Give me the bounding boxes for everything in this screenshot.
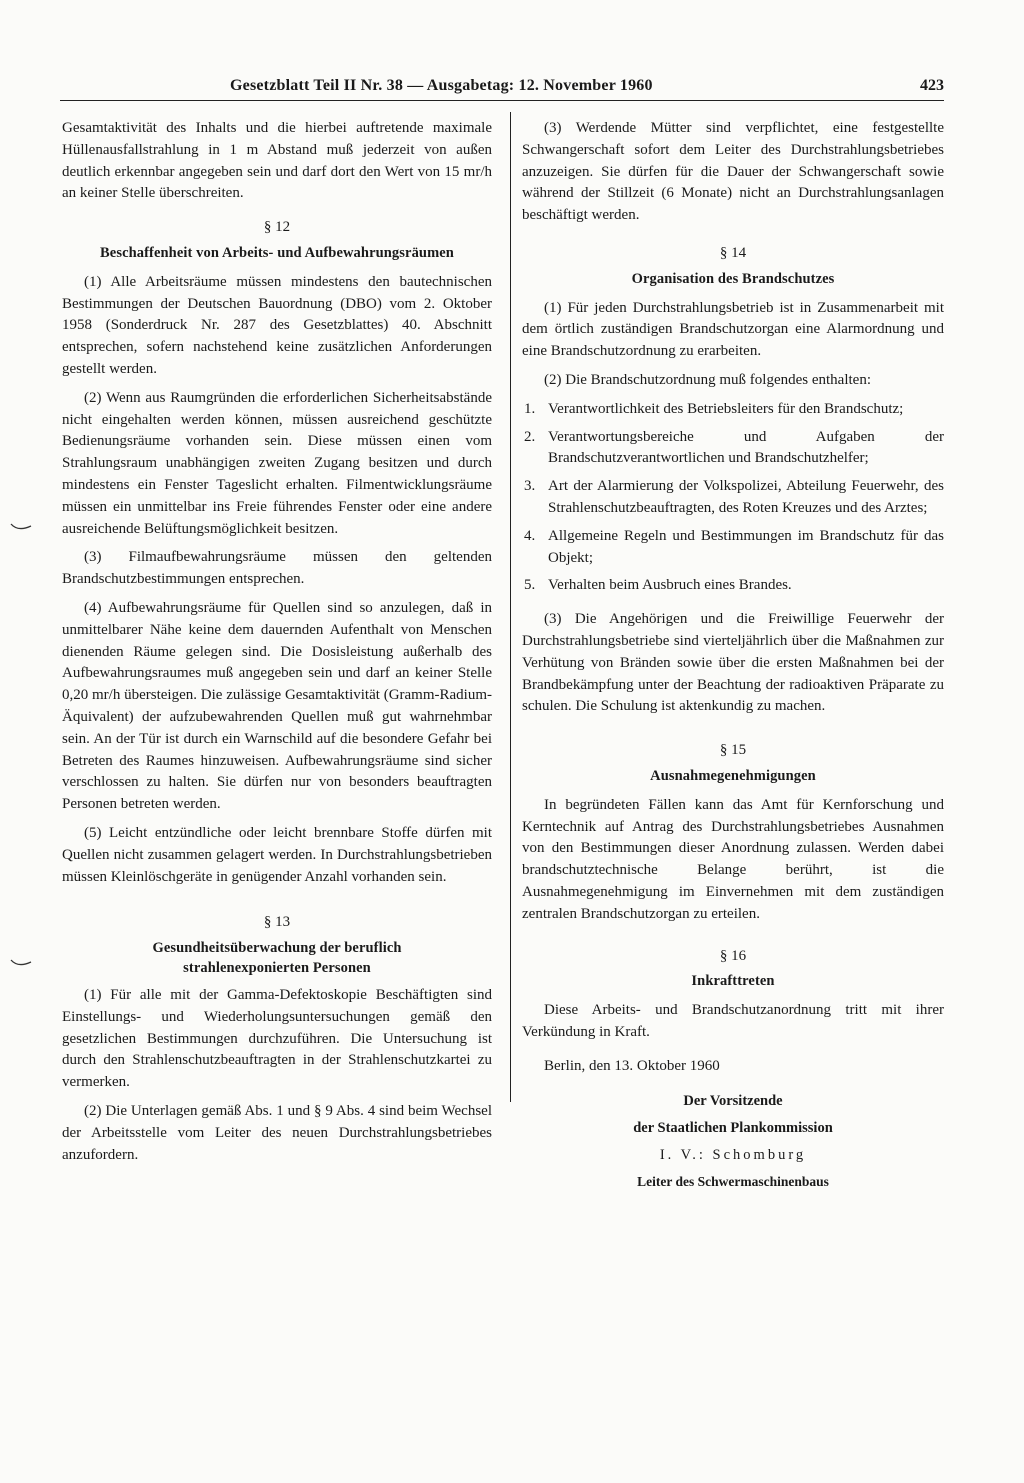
page-header [60,77,944,99]
right-column [522,118,944,1199]
column-divider [510,112,511,1102]
paragraph: (4) Aufbewahrungsräume für Quellen sind so anzulegen, daß in unmittelbarer Nähe keine dem dauernden Aufenthalt von Menschen dienenden Räume gelegen sind. Die Dosisleistung außerhalb des Aufbewahrungsraumes muß angegeben sein und darf an keiner Stelle 0,20 mr/h übersteigen. Die zulässige Gesamtaktivität (Gramm-Radium-Äquivalent) der aufzubewahrenden Quellen muß gut wahrnehmbar sein. An der Tür ist durch ein Warnschild auf die besondere Gefahr bei Betreten des Raumes hinzuweisen. Aufbewahrungsräume sind sicher verschlossen zu halten. Sie dürfen nur von besonders beauftragten Personen betreten werden. [62,599,492,813]
page-number: 423 [920,77,944,94]
paragraph: (1) Für alle mit der Gamma-Defektoskopie Beschäftigten sind Einstellungs- und Wiederholungsuntersuchungen gemäß den gesetzlichen Bestimmungen durchzuführen. Die Untersuchung ist durch den Strahlenschutzbeauftragten in der Strahlenschutzkartei zu vermerken. [62,987,492,1091]
section-title: Ausnahmegenehmigungen [650,767,816,784]
signatory-title: Der Vorsitzende [683,1093,783,1110]
section-number: § 13 [263,914,291,931]
list-item: 5. Verhalten beim Ausbruch eines Brandes. [524,577,792,594]
left-column [62,118,492,1173]
gazette-title: Gesetzblatt Teil II Nr. 38 — Ausgabetag: 12. November 1960 [230,77,653,94]
signatory-role: Leiter des Schwermaschinenbaus [637,1174,829,1190]
section-title: Inkrafttreten [691,973,775,990]
margin-tick-mark [10,522,32,532]
margin-tick-mark [10,958,32,968]
paragraph: (5) Leicht entzündliche oder leicht brennbare Stoffe dürfen mit Quellen nicht zusammen gelagert werden. In Durchstrahlungsbetrieben müssen Kleinlöschgeräte in genügender Anzahl vorhanden sein. [62,824,492,885]
section-title: strahlenexponierten Personen [183,960,371,977]
paragraph: (2) Die Brandschutzordnung muß folgendes enthalten: [544,371,871,388]
section-number: § 15 [719,742,747,759]
paragraph: (1) Für jeden Durchstrahlungsbetrieb ist in Zusammenarbeit mit dem örtlich zuständigen Brandschutzorgan eine Alarmordnung und eine Brandschutzordnung zu erarbeiten. [522,299,944,360]
paragraph: In begründeten Fällen kann das Amt für Kernforschung und Kerntechnik auf Antrag des Durchstrahlungsbetriebes Ausnahmen von den Bestimmungen dieser Anordnung zulassen. Werden dabei brandschutztechnische Belange berührt, ist die Ausnahmegenehmigung im Einvernehmen mit dem zuständigen zentralen Brandschutzorgan zu erteilen. [522,796,944,922]
header-rule [60,100,944,101]
list-item: 2. Verantwortungsbereiche und Aufgaben der Brandschutzverantwortlichen und Brandschutzhelfer; [524,428,944,467]
paragraph: (2) Wenn aus Raumgründen die erforderlichen Sicherheitsabstände nicht eingehalten werden können, müssen ausreichend geschützte Bedienungsräume vorhanden sein. Diese müssen einen vom Strahlungsraum unabhängigen zweiten Zugang besitzen und durch mindestens ein Fenster Tageslicht erhalten. Filmentwicklungsräume müssen ein unmittelbar ins Freie führendes Fenster oder eine andere ausreichende Belüftungsmöglichkeit besitzen. [62,389,492,537]
place-date: Berlin, den 13. Oktober 1960 [544,1057,720,1074]
section-title: Gesundheitsüberwachung der beruflich [152,940,402,957]
paragraph: Diese Arbeits- und Brandschutzanordnung tritt mit ihrer Verkündung in Kraft. [522,1002,944,1040]
signatory-body: der Staatlichen Plankommission [633,1120,833,1137]
paragraph: Gesamtaktivität des Inhalts und die hierbei auftretende maximale Hüllenausfallstrahlung in 1 m Abstand muß jederzeit von außen deutlich erkennbar angegeben sein und darf dort den Wert von 15 mr/h an keiner Stelle überschreiten. [62,120,492,202]
section-number: § 14 [719,244,747,261]
paragraph: (3) Die Angehörigen und die Freiwillige Feuerwehr der Durchstrahlungsbetriebe sind vierteljährlich über die Maßnahmen zur Verhütung von Bränden sowie über die ersten Maßnahmen bei der Brandbekämpfung unter der Beachtung der radioaktiven Präparate zu schulen. Die Schulung ist aktenkundig zu machen. [522,611,944,715]
list-item: 1. Verantwortlichkeit des Betriebsleiters für den Brandschutz; [524,400,904,417]
paragraph: (3) Werdende Mütter sind verpflichtet, eine festgestellte Schwangerschaft sofort dem Leiter des Durchstrahlungsbetriebes anzuzeigen. Sie dürfen für die Dauer der Schwangerschaft sowie während der Stillzeit (6 Monate) nicht an Durchstrahlungsanlagen beschäftigt werden. [522,120,944,224]
section-number: § 16 [719,947,747,964]
signatory-name: I. V.: Schomburg [659,1147,807,1164]
section-title: Beschaffenheit von Arbeits- und Aufbewahrungsräumen [100,244,454,261]
requirements-list [522,399,944,597]
paragraph: (2) Die Unterlagen gemäß Abs. 1 und § 9 Abs. 4 sind beim Wechsel der Arbeitsstelle vom Leiter des neuen Durchstrahlungsbetriebes anzufordern. [62,1103,492,1163]
section-title: Organisation des Brandschutzes [631,270,835,287]
list-item: 3. Art der Alarmierung der Volkspolizei, Abteilung Feuerwehr, des Strahlenschutzbeauftragten, des Roten Kreuzes und des Arztes; [524,478,944,516]
paragraph: (1) Alle Arbeitsräume müssen mindestens den bautechnischen Bestimmungen der Deutschen Bauordnung (DBO) vom 2. Oktober 1958 (Sonderdruck Nr. 287 des Gesetzblattes) 40. Abschnitt entsprechen, sofern nachstehend keine zusätzlichen Anforderungen gestellt werden. [62,273,492,377]
section-number: § 12 [263,219,291,236]
list-item: 4. Allgemeine Regeln und Bestimmungen im Brandschutz für das Objekt; [524,527,944,566]
paragraph: (3) Filmaufbewahrungsräume müssen den geltenden Brandschutzbestimmungen entsprechen. [62,549,492,588]
